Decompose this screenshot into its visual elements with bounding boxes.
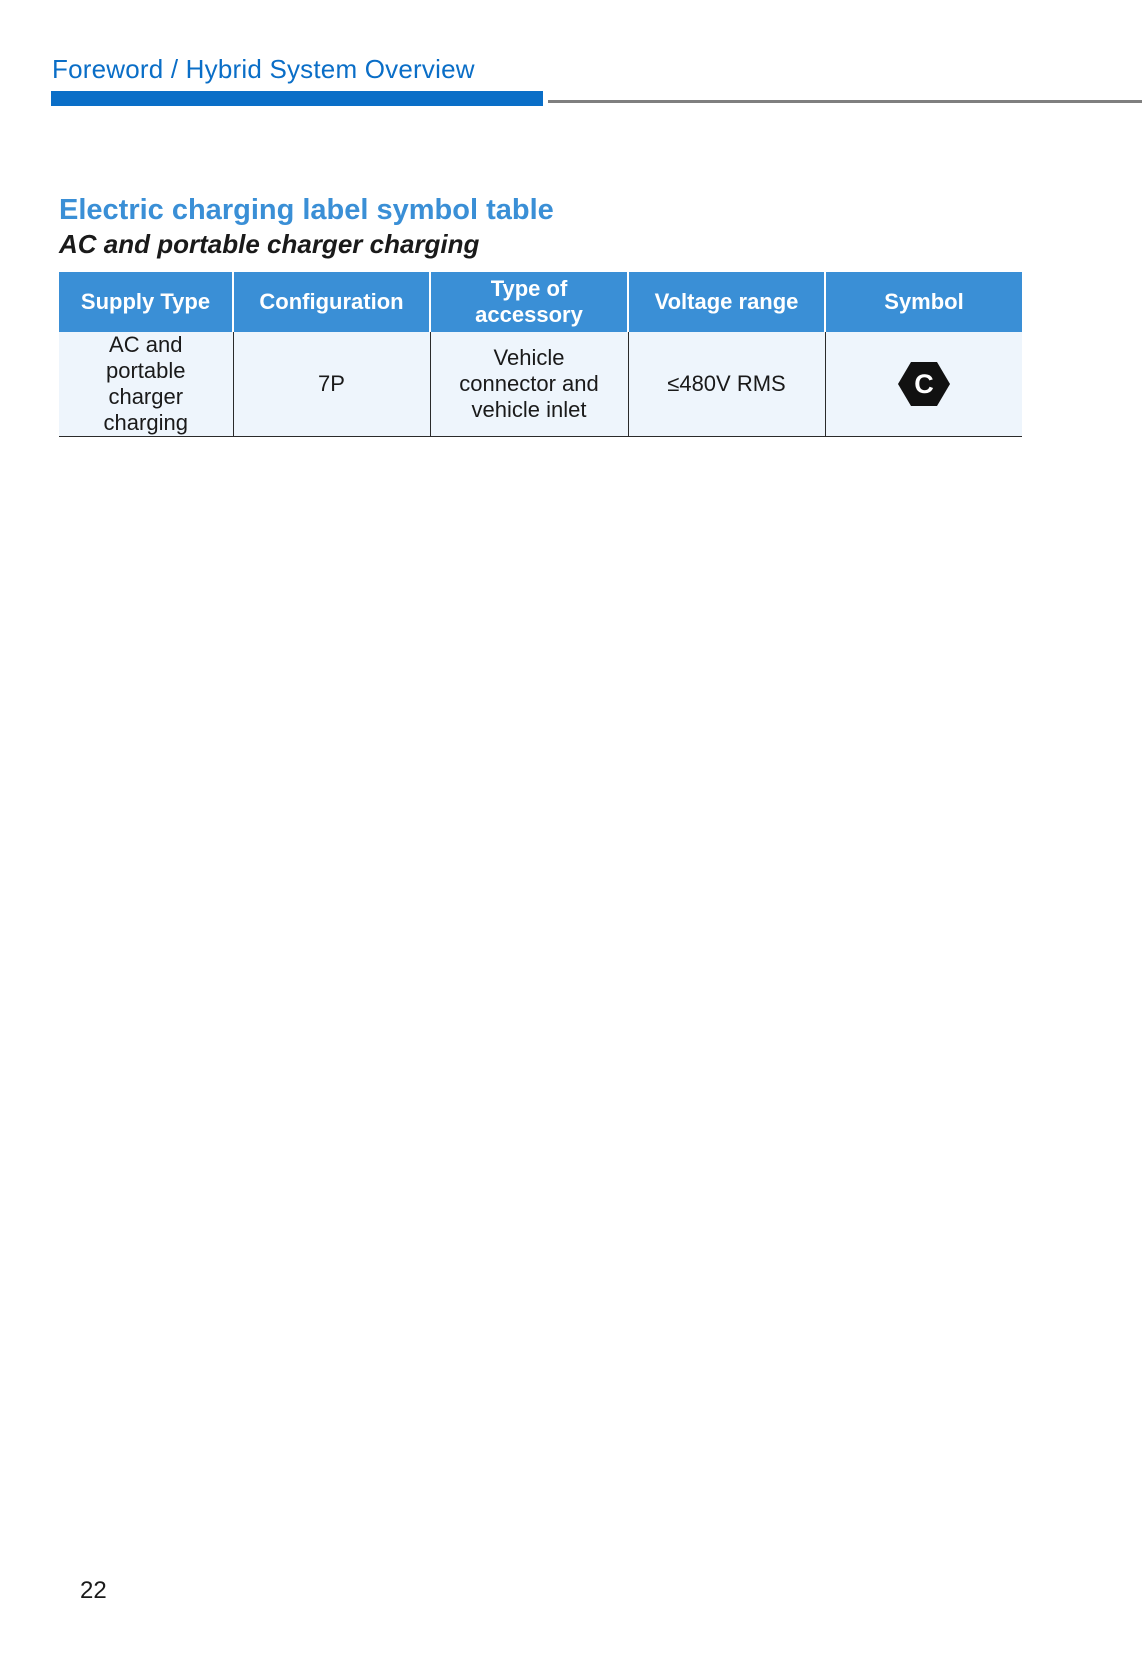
cell-voltage-range: ≤480V RMS — [628, 332, 825, 437]
header-accent-bar — [51, 91, 543, 106]
cell-symbol — [825, 332, 1022, 437]
page-number: 22 — [80, 1577, 107, 1604]
column-header-accessory: Type of accessory — [430, 272, 628, 332]
page-breadcrumb: Foreword / Hybrid System Overview — [52, 54, 475, 84]
cell-configuration: 7P — [233, 332, 430, 437]
column-header-symbol: Symbol — [825, 272, 1022, 332]
column-header-voltage-range: Voltage range — [628, 272, 825, 332]
column-header-configuration: Configuration — [233, 272, 430, 332]
cell-accessory: Vehicle connector and vehicle inlet — [430, 332, 628, 437]
table-row — [59, 332, 1022, 437]
symbol-letter: C — [914, 369, 934, 399]
section-title: Electric charging label symbol table — [59, 194, 554, 226]
header-rule — [548, 100, 1142, 103]
section-subtitle: AC and portable charger charging — [59, 229, 480, 259]
table-header-row — [59, 272, 1022, 332]
hexagon-c-icon — [897, 360, 951, 408]
column-header-supply-type: Supply Type — [59, 272, 233, 332]
charging-symbol-table — [59, 272, 1022, 437]
cell-supply-type: AC and portable charger charging — [59, 332, 233, 437]
